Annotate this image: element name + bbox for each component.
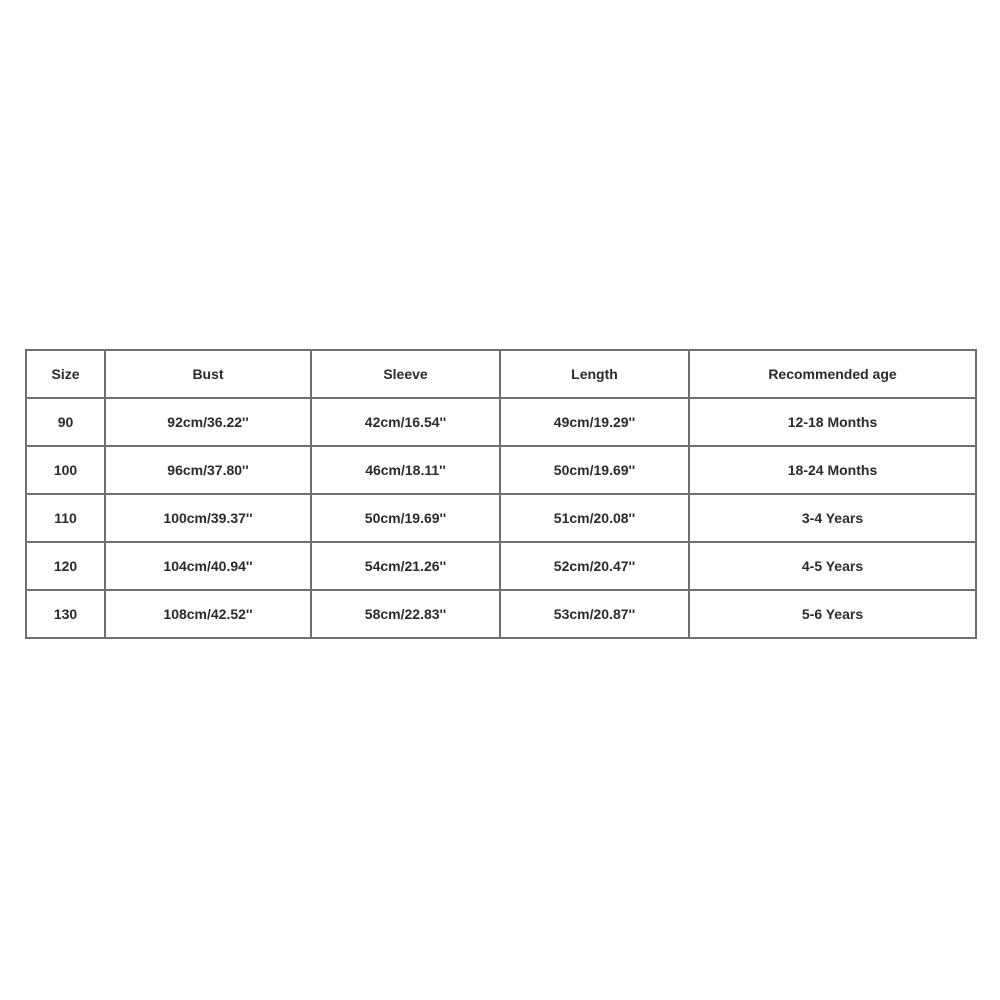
table-row (26, 398, 976, 446)
cell-sleeve: 42cm/16.54'' (311, 398, 500, 446)
cell-length: 53cm/20.87'' (500, 590, 689, 638)
cell-size: 90 (26, 398, 105, 446)
cell-sleeve: 50cm/19.69'' (311, 494, 500, 542)
table-row (26, 494, 976, 542)
cell-recommended-age: 12-18 Months (689, 398, 976, 446)
cell-recommended-age: 5-6 Years (689, 590, 976, 638)
table-row (26, 542, 976, 590)
size-chart-body (26, 398, 976, 638)
cell-length: 51cm/20.08'' (500, 494, 689, 542)
cell-size: 110 (26, 494, 105, 542)
cell-sleeve: 58cm/22.83'' (311, 590, 500, 638)
cell-sleeve: 46cm/18.11'' (311, 446, 500, 494)
cell-bust: 96cm/37.80'' (105, 446, 311, 494)
cell-sleeve: 54cm/21.26'' (311, 542, 500, 590)
table-row (26, 590, 976, 638)
cell-bust: 108cm/42.52'' (105, 590, 311, 638)
cell-length: 52cm/20.47'' (500, 542, 689, 590)
cell-bust: 104cm/40.94'' (105, 542, 311, 590)
header-recommended-age: Recommended age (689, 350, 976, 398)
size-chart-table (25, 349, 977, 639)
cell-length: 49cm/19.29'' (500, 398, 689, 446)
cell-recommended-age: 4-5 Years (689, 542, 976, 590)
header-row (26, 350, 976, 398)
size-chart-header (26, 350, 976, 398)
cell-length: 50cm/19.69'' (500, 446, 689, 494)
cell-size: 130 (26, 590, 105, 638)
header-bust: Bust (105, 350, 311, 398)
cell-bust: 92cm/36.22'' (105, 398, 311, 446)
cell-size: 120 (26, 542, 105, 590)
header-size: Size (26, 350, 105, 398)
header-length: Length (500, 350, 689, 398)
cell-bust: 100cm/39.37'' (105, 494, 311, 542)
cell-size: 100 (26, 446, 105, 494)
header-sleeve: Sleeve (311, 350, 500, 398)
cell-recommended-age: 18-24 Months (689, 446, 976, 494)
cell-recommended-age: 3-4 Years (689, 494, 976, 542)
table-row (26, 446, 976, 494)
